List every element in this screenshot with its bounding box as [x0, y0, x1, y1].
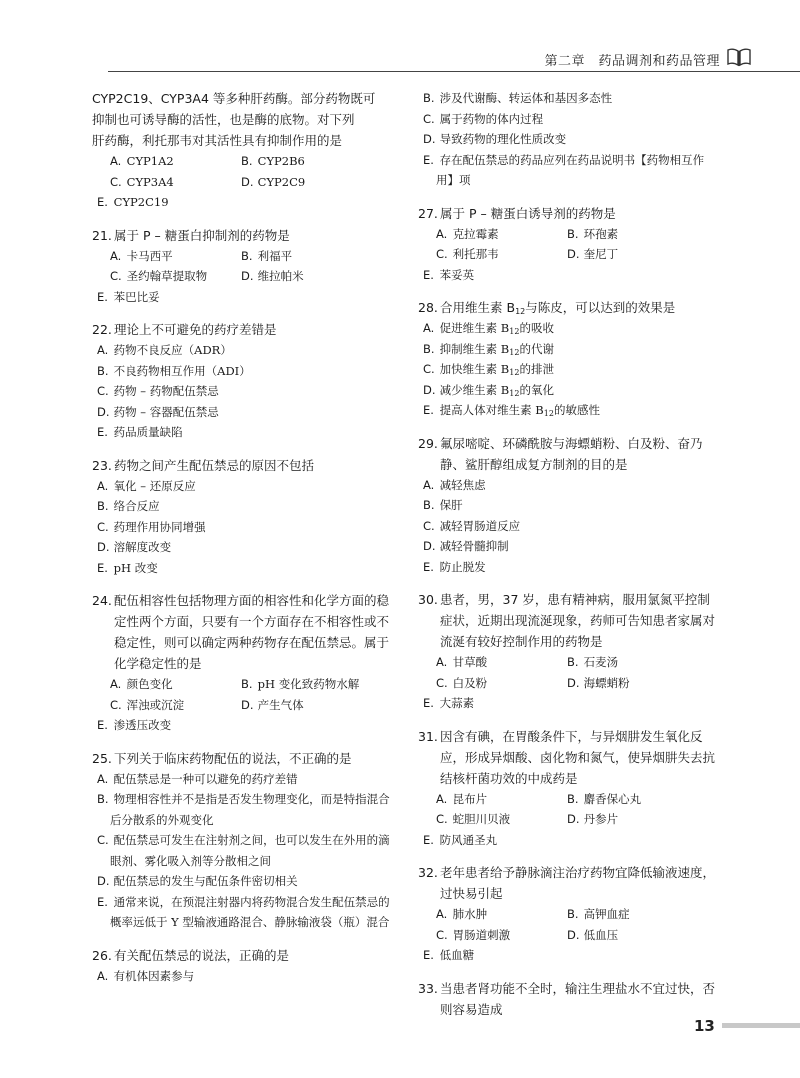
option: E. 存在配伍禁忌的药品应列在药品说明书【药物相互作用】项	[423, 152, 705, 187]
option: D. 溶解度改变	[97, 540, 172, 554]
option: E. CYP2C19	[97, 195, 169, 209]
left-column	[92, 88, 392, 998]
option: A. 促进维生素 $B_{12}$的吸收	[423, 321, 554, 336]
question-31	[418, 726, 718, 851]
option: E. 通常来说，在预混注射器内将药物混合发生配伍禁忌的概率远低于 Y 型输液通路混合、静脉输液袋（瓶）混合	[97, 894, 390, 929]
option: C. 圣约翰草提取物	[110, 269, 208, 283]
option: A. 克拉霉素	[436, 226, 499, 241]
page-number: 13	[694, 1017, 715, 1035]
option: E. 药品质量缺陷	[97, 425, 183, 439]
option: D. 配伍禁忌的发生与配伍条件密切相关	[97, 874, 298, 888]
question-stem: 26. 有关配伍禁忌的说法，正确的是	[92, 947, 290, 963]
question-stem: 25. 下列关于临床药物配伍的说法，不正确的是	[92, 750, 352, 766]
stem-line: CYP2C19、CYP3A4 等多种肝药酶。部分药物既可	[92, 91, 376, 106]
option: A. CYP1A2	[110, 154, 174, 168]
stem-line: 抑制也可诱导酶的活性，也是酶的底物。对下列	[92, 112, 355, 127]
option: A. 配伍禁忌是一种可以避免的药疗差错	[97, 771, 298, 786]
option: A. 昆布片	[436, 791, 488, 806]
question-27	[418, 203, 718, 286]
option: D. 奎尼丁	[567, 247, 619, 261]
option: B. pH 变化致药物水解	[241, 677, 360, 691]
option: B. 抑制维生素 $B_{12}$的代谢	[423, 341, 554, 357]
page-number-bar	[722, 1023, 800, 1028]
option: D. 维拉帕米	[241, 269, 304, 283]
option: A. 卡马西平	[110, 248, 173, 263]
option: E. 防风通圣丸	[423, 832, 498, 847]
option: D. 减轻骨髓抑制	[423, 539, 509, 553]
option: C. 胃肠道刺激	[436, 927, 511, 942]
option: E. 低血糖	[423, 948, 475, 962]
question-30	[418, 589, 718, 714]
option: B. 物理相容性并不是指是否发生物理变化，而是特指混合后分散系的外观变化	[97, 792, 390, 827]
option: A. 肺水肿	[436, 907, 488, 921]
option: E. 苯妥英	[423, 267, 475, 282]
option-row	[92, 151, 392, 172]
question-stem: 28. 合用维生素 $B_{12}$与陈皮，可以达到的效果是	[418, 300, 676, 316]
option: D. CYP2C9	[241, 174, 306, 189]
book-icon	[726, 46, 752, 68]
question-stem: 27. 属于 P – 糖蛋白诱导剂的药物是	[418, 205, 616, 221]
option: E. 渗透压改变	[97, 718, 172, 732]
question-32	[418, 862, 718, 966]
option: C. CYP3A4	[110, 174, 174, 189]
option: A. 颜色变化	[110, 677, 173, 691]
option: D. 产生气体	[241, 697, 304, 712]
option: B. 不良药物相互作用（ADI）	[97, 363, 251, 378]
option-row	[92, 172, 392, 193]
question-stem: 30. 患者，男，37 岁，患有精神病，服用氯氮平控制症状，近期出现流涎现象，药师可告知患者家属对流涎有较好控制作用的药物是	[418, 592, 716, 649]
option: E. pH 改变	[97, 560, 158, 575]
option: C. 白及粉	[436, 675, 488, 690]
question-stem: 31. 因含有碘，在胃酸条件下，与异烟肼发生氧化反应，形成异烟酸、卤化物和氮气，使异烟肼失去抗结核杆菌功效的中成药是	[418, 728, 716, 786]
question-22	[92, 319, 392, 443]
option: C. 药理作用协同增强	[97, 519, 206, 534]
option: D. 导致药物的理化性质改变	[423, 132, 567, 146]
question-stem: 29. 氟尿嘧啶、环磷酰胺与海螵蛸粉、白及粉、奋乃静、鲨肝醇组成复方制剂的目的是	[418, 435, 703, 472]
question-21	[92, 225, 392, 308]
question-stem: 22. 理论上不可避免的药疗差错是	[92, 322, 277, 337]
option: A. 氧化 – 还原反应	[97, 478, 196, 493]
option: D. 药物 – 容器配伍禁忌	[97, 404, 219, 419]
option: D. 丹参片	[567, 812, 619, 826]
option: A. 减轻焦虑	[423, 477, 486, 492]
option: B. 石麦汤	[567, 655, 619, 669]
option: B. 麝香保心丸	[567, 791, 642, 806]
question-28	[418, 297, 718, 421]
option: E. 苯巴比妥	[97, 289, 160, 304]
question-33	[418, 978, 718, 1020]
option: B. 环孢素	[567, 226, 619, 241]
option: D. 海螵蛸粉	[567, 675, 630, 690]
question-stem: 32. 老年患者给予静脉滴注治疗药物宜降低输液速度，过快易引起	[418, 865, 716, 901]
question-stem: 24. 配伍相容性包括物理方面的相容性和化学方面的稳定性两个方面，只要有一个方面存在不相容性或不稳定性，则可以确定两种药物存在配伍禁忌。属于化学稳定性的是	[92, 593, 390, 671]
option: B. 络合反应	[97, 499, 160, 513]
question-stem: 33. 当患者肾功能不全时，输注生理盐水不宜过快，否则容易造成	[418, 980, 716, 1017]
header-rule	[108, 71, 800, 72]
page-header-title: 第二章 药品调剂和药品管理	[544, 54, 720, 69]
option: E. 大蒜素	[423, 696, 475, 710]
question-29	[418, 433, 718, 578]
option: C. 加快维生素 $B_{12}$的排泄	[423, 362, 554, 377]
question-stem: 21. 属于 P – 糖蛋白抑制剂的药物是	[92, 227, 290, 243]
option: D. 减少维生素 $B_{12}$的氧化	[423, 382, 554, 398]
question-23	[92, 455, 392, 579]
option: C. 配伍禁忌可发生在注射剂之间，也可以发生在外用的滴眼剂、雾化吸入剂等分散相之间	[97, 833, 390, 868]
question-stem: 23. 药物之间产生配伍禁忌的原因不包括	[92, 457, 315, 473]
option: A. 药物不良反应（ADR）	[97, 343, 232, 357]
option: C. 属于药物的体内过程	[423, 111, 544, 126]
right-column	[418, 88, 718, 1032]
option: E. 防止脱发	[423, 559, 486, 574]
option: C. 减轻胃肠道反应	[423, 518, 521, 533]
option: C. 浑浊或沉淀	[110, 697, 185, 712]
option: A. 甘草酸	[436, 655, 488, 669]
option: B. CYP2B6	[241, 154, 305, 168]
option: A. 有机体因素参与	[97, 968, 195, 983]
option: B. 保肝	[423, 498, 463, 512]
question-26-continued	[418, 88, 718, 191]
option: C. 利托那韦	[436, 247, 499, 261]
stem-line: 肝药酶，利托那韦对其活性具有抑制作用的是	[92, 133, 343, 148]
question-24	[92, 590, 392, 736]
option: B. 利福平	[241, 248, 293, 263]
option: B. 涉及代谢酶、转运体和基因多态性	[423, 91, 613, 105]
question-26	[92, 945, 392, 987]
question-continued	[92, 88, 392, 213]
option: B. 高钾血症	[567, 907, 630, 921]
question-25	[92, 748, 392, 933]
option: C. 药物 – 药物配伍禁忌	[97, 384, 219, 398]
option: E. 提高人体对维生素 $B_{12}$的敏感性	[423, 403, 600, 418]
option: D. 低血压	[567, 927, 619, 942]
option: C. 蛇胆川贝液	[436, 812, 511, 826]
